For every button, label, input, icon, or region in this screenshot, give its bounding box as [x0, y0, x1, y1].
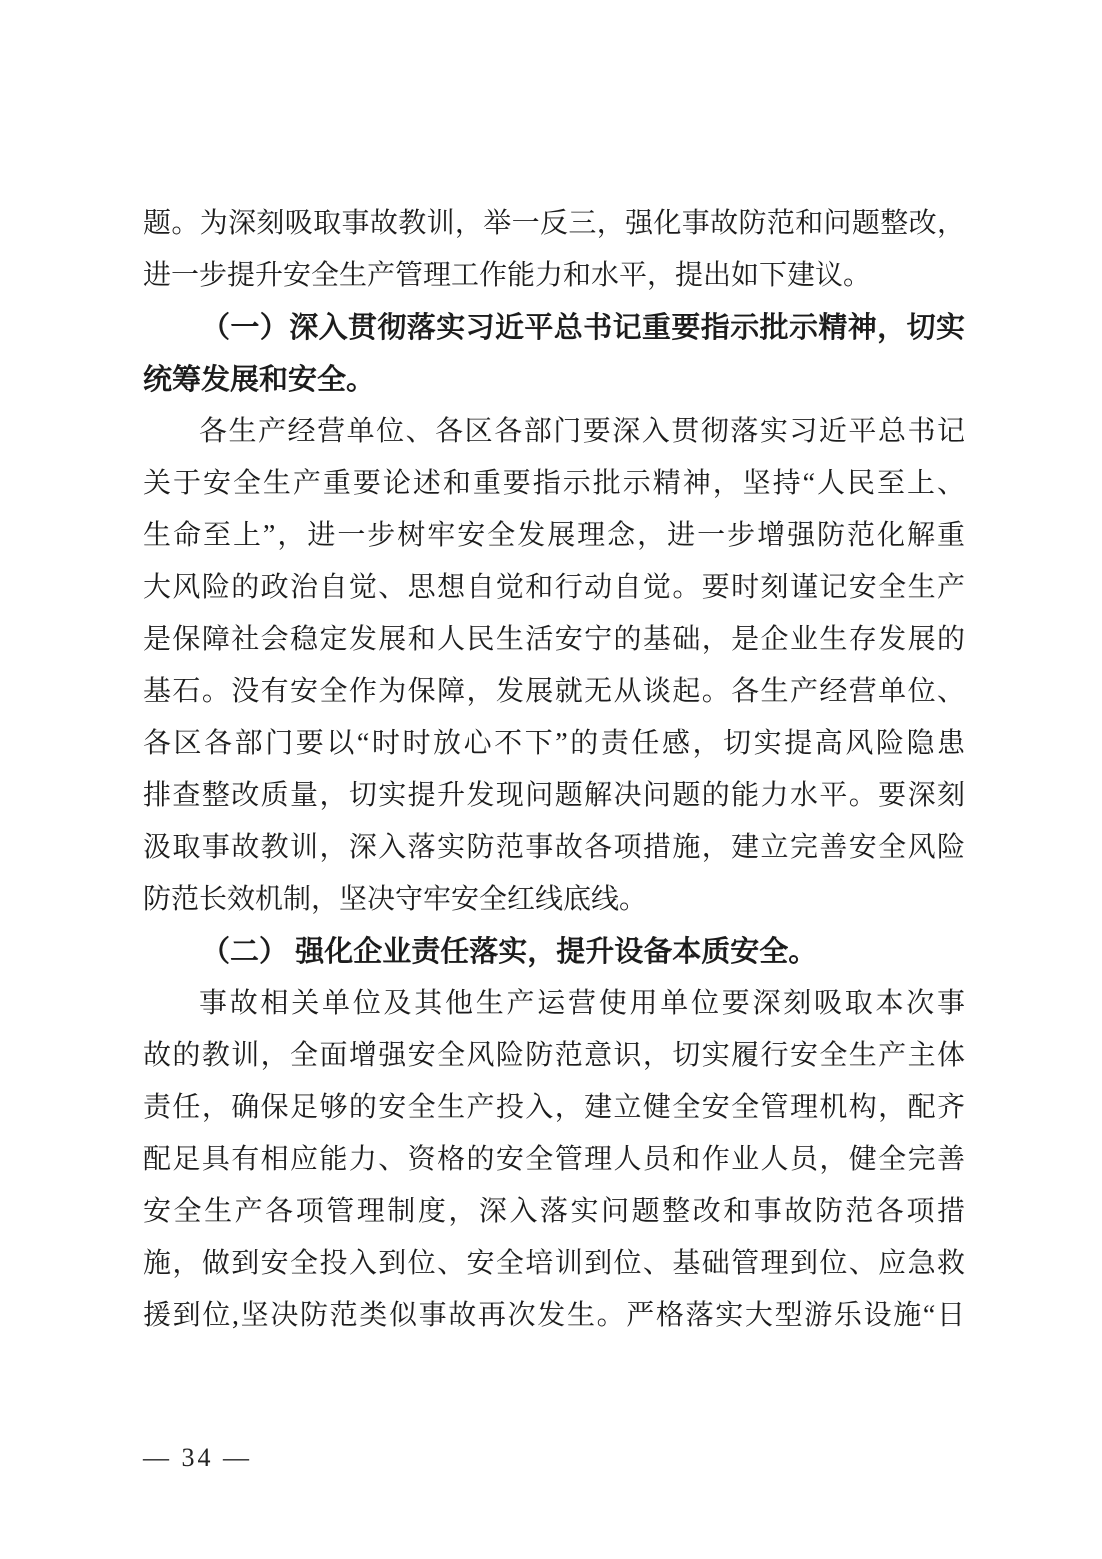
body-line: 安全生产各项管理制度，深入落实问题整改和事故防范各项措 — [143, 1196, 965, 1227]
body-line: 大风险的政治自觉、思想自觉和行动自觉。要时刻谨记安全生产 — [143, 572, 965, 603]
section-1-heading-line-1: （一）深入贯彻落实习近平总书记重要指示批示精神，切实 — [201, 312, 965, 344]
body-line: 基石。没有安全作为保障，发展就无从谈起。各生产经营单位、 — [143, 676, 965, 707]
section-1-heading-line-2: 统筹发展和安全。 — [143, 364, 376, 396]
body-line: 各区各部门要以“时时放心不下”的责任感，切实提高风险隐患 — [143, 728, 965, 759]
body-line: 配足具有相应能力、资格的安全管理人员和作业人员，健全完善 — [143, 1144, 965, 1175]
body-line: 生命至上”，进一步树牢安全发展理念，进一步增强防范化解重 — [143, 520, 965, 551]
page-number: — 34 — — [143, 1443, 252, 1472]
paragraph-start-line: 各生产经营单位、各区各部门要深入贯彻落实习近平总书记 — [199, 416, 965, 447]
paragraph-start-line: 事故相关单位及其他生产运营使用单位要深刻吸取本次事 — [199, 988, 965, 1019]
body-line: 故的教训，全面增强安全风险防范意识，切实履行安全生产主体 — [143, 1040, 965, 1071]
body-line: 施，做到安全投入到位、安全培训到位、基础管理到位、应急救 — [143, 1248, 965, 1279]
body-line: 排查整改质量，切实提升发现问题解决问题的能力水平。要深刻 — [143, 780, 965, 811]
body-line: 进一步提升安全生产管理工作能力和水平，提出如下建议。 — [143, 260, 872, 291]
body-line: 题。为深刻吸取事故教训，举一反三，强化事故防范和问题整改， — [143, 208, 965, 239]
section-2-heading: （二） 强化企业责任落实，提升设备本质安全。 — [201, 936, 818, 968]
body-line: 责任，确保足够的安全生产投入，建立健全安全管理机构，配齐 — [143, 1092, 965, 1123]
body-line: 关于安全生产重要论述和重要指示批示精神，坚持“人民至上、 — [143, 468, 965, 499]
body-line: 援到位,坚决防范类似事故再次发生。严格落实大型游乐设施“日 — [143, 1300, 965, 1331]
body-line: 汲取事故教训，深入落实防范事故各项措施，建立完善安全风险 — [143, 832, 965, 863]
body-line: 防范长效机制，坚决守牢安全红线底线。 — [143, 884, 648, 915]
document-body — [143, 198, 965, 1342]
body-line: 是保障社会稳定发展和人民生活安宁的基础，是企业生存发展的 — [143, 624, 965, 655]
